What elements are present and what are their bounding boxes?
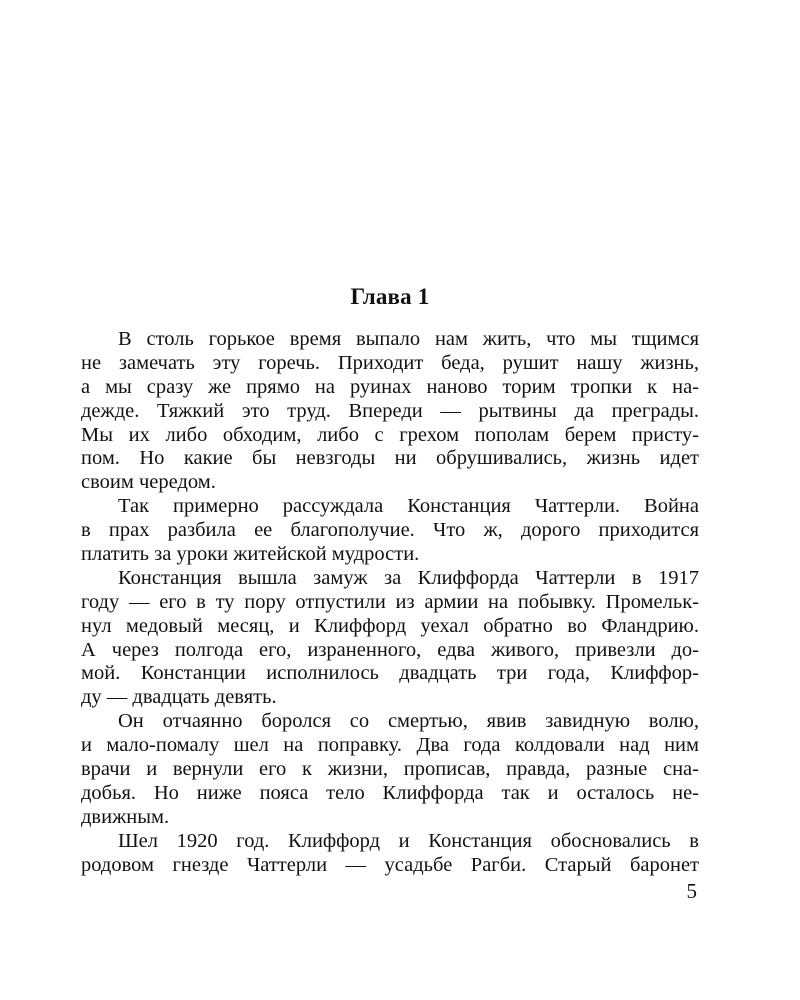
text-line: Констанция вышла замуж за Клиффорда Чаттерли в 1917: [118, 566, 699, 589]
text-line: Мы их либо обходим, либо с грехом пополам берем присту-: [81, 423, 699, 446]
text-line: мой. Констанции исполнилось двадцать три года, Клиффор-: [81, 662, 699, 685]
text-line: А через полгода его, израненного, едва живого, привезли до-: [81, 638, 699, 661]
text-line: Так примерно рассуждала Констанция Чаттерли. Война: [118, 495, 699, 518]
text-line: ду — двадцать девять.: [81, 686, 277, 709]
text-line: движным.: [81, 805, 170, 828]
text-line: и мало-помалу шел на поправку. Два года колдовали над ним: [81, 734, 699, 757]
text-line: не замечать эту горечь. Приходит беда, рушит нашу жизнь,: [81, 351, 699, 374]
text-line: а мы сразу же прямо на руинах наново торим тропки к на-: [81, 375, 699, 398]
text-line: нул медовый месяц, и Клиффорд уехал обратно во Фландрию.: [81, 614, 699, 637]
text-line: платить за уроки житейской мудрости.: [81, 543, 420, 566]
text-line: дежде. Тяжкий это труд. Впереди — рытвины да преграды.: [81, 399, 699, 422]
text-line: в прах разбила ее благополучие. Что ж, дорого приходится: [81, 519, 699, 542]
text-line: В столь горькое время выпало нам жить, что мы тщимся: [118, 328, 699, 350]
chapter-body: [81, 328, 699, 877]
text-line: добья. Но ниже пояса тело Клиффорда так и осталось не-: [81, 781, 699, 804]
text-line: своим чередом.: [81, 471, 216, 494]
text-line: Шел 1920 год. Клиффорд и Констанция обосновались в: [118, 829, 699, 852]
text-line: году — его в ту пору отпустили из армии на побывку. Промельк-: [81, 590, 699, 613]
text-line: врачи и вернули его к жизни, прописав, правда, разные сна-: [81, 758, 699, 781]
text-line: пом. Но какие бы невзгоды ни обрушивались, жизнь идет: [81, 447, 699, 470]
text-line: родовом гнезде Чаттерли — усадьбе Рагби. Старый баронет: [81, 853, 699, 876]
page-number: 5: [686, 879, 697, 903]
text-line: Он отчаянно боролся со смертью, явив завидную волю,: [118, 710, 699, 733]
chapter-title: Глава 1: [350, 284, 430, 309]
